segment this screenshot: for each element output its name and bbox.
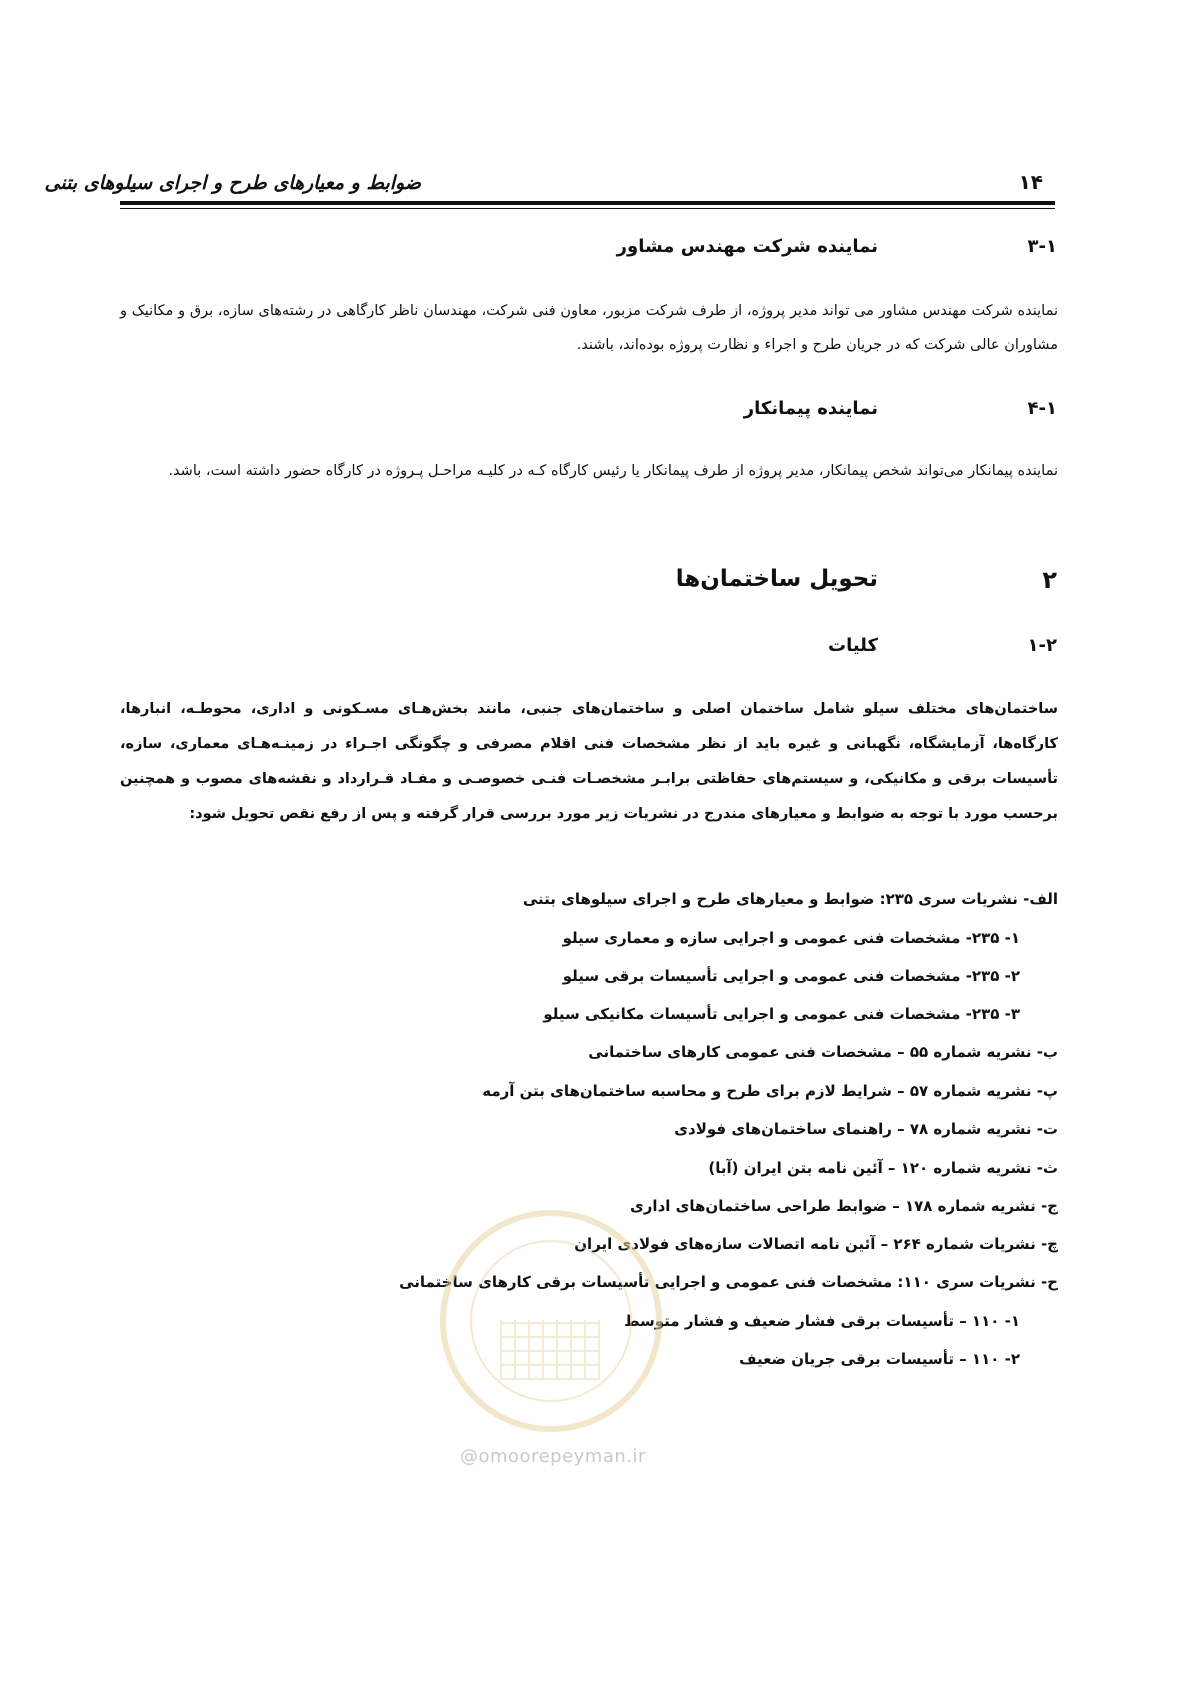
- list-item: ب- نشریه شماره ۵۵ – مشخصات فنی عمومی کارهای ساختمانی: [588, 1043, 1058, 1061]
- list-item: ث- نشریه شماره ۱۲۰ – آئین نامه بتن ایران (آبا): [708, 1159, 1058, 1177]
- list-item: ۲- ۱۱۰ – تأسیسات برقی جریان ضعیف: [739, 1350, 1020, 1368]
- running-header-title: ضوابط و معیارهای طرح و اجرای سیلوهای بتنی: [44, 172, 421, 194]
- header-rule-thin: [120, 208, 1055, 209]
- list-item: ۳- ۲۳۵- مشخصات فنی عمومی و اجرایی تأسیسات مکانیکی سیلو: [543, 1005, 1020, 1023]
- section-paragraph: نماینده پیمانکار می‌تواند شخص پیمانکار، مدیر پروژه از طرف پیمانکار یا رئیس کارگاه کـه در کلیـه مراحـل پـروژه در کارگاه حضور داشته است، باشد.: [168, 463, 1058, 479]
- section-heading: نماینده پیمانکار: [743, 398, 878, 419]
- list-item: ۲- ۲۳۵- مشخصات فنی عمومی و اجرایی تأسیسات برقی سیلو: [562, 967, 1020, 985]
- section-number: ۴-۱: [1027, 398, 1057, 419]
- section-number: ۳-۱: [1027, 236, 1057, 257]
- list-item: ۱- ۲۳۵- مشخصات فنی عمومی و اجرایی سازه و معماری سیلو: [562, 929, 1020, 947]
- list-item: الف- نشریات سری ۲۳۵: ضوابط و معیارهای طرح و اجرای سیلوهای بتنی: [522, 890, 1058, 908]
- list-item: ج- نشریه شماره ۱۷۸ – ضوابط طراحی ساختمان‌های اداری: [630, 1197, 1058, 1215]
- chapter-heading: تحویل ساختمان‌ها: [675, 566, 878, 592]
- section-heading: کلیات: [827, 635, 878, 656]
- watermark-url: @omoorepeyman.ir: [460, 1446, 646, 1467]
- header-rule-thick: [120, 201, 1055, 205]
- list-item: ح- نشریات سری ۱۱۰: مشخصات فنی عمومی و اجرایی تأسیسات برقی کارهای ساختمانی: [399, 1273, 1058, 1291]
- watermark-stamp-grid: [500, 1320, 600, 1380]
- section-number: ۱-۲: [1027, 635, 1057, 656]
- chapter-number: ۲: [1042, 566, 1057, 594]
- list-item: چ- نشریات شماره ۲۶۴ – آئین نامه اتصالات سازه‌های فولادی ایران: [574, 1235, 1058, 1253]
- section-paragraph: نماینده شرکت مهندس مشاور می تواند مدیر پروژه، از طرف شرکت مزبور، معاون فنی شرکت، مهندسان ناظر کارگاهی در رشته‌های سازه، برق و مکانیک و مشاوران عالی شرکت که در جریان طرح و اجراء و نظارت پروژه بوده‌اند، باشند.: [120, 303, 1058, 353]
- page-number: ۱۴: [1018, 170, 1043, 194]
- section-paragraph: ساختمان‌های مختلف سیلو شامل ساختمان اصلی و ساختمان‌های جنبی، مانند بخش‌هـای مسـکونی و اداری، محوطـه، انبارها، کارگاه‌ها، آزمایشگاه، نگهبانی و غیره باید از نظر مشخصات فنی اقلام مصرفی و چگونگی اجـراء در زمینـه‌هـای معماری، سازه، تأسیسات برقی و مکانیکی، و سیستم‌های حفاظتی برابـر مشخصـات فنـی خصوصـی و مفـاد قـرارداد و نقشه‌های مصوب و همچنین برحسب مورد با توجه به ضوابط و معیارهای مندرج در نشریات زیر مورد بررسی قرار گرفته و پس از رفع نقص تحویل شود:: [120, 701, 1058, 822]
- list-item: ۱- ۱۱۰ – تأسیسات برقی فشار ضعیف و فشار متوسط: [623, 1312, 1020, 1330]
- section-heading: نماینده شرکت مهندس مشاور: [616, 236, 878, 257]
- list-item: پ- نشریه شماره ۵۷ – شرایط لازم برای طرح و محاسبه ساختمان‌های بتن آرمه: [482, 1082, 1058, 1100]
- list-item: ت- نشریه شماره ۷۸ – راهنمای ساختمان‌های فولادی: [674, 1120, 1058, 1138]
